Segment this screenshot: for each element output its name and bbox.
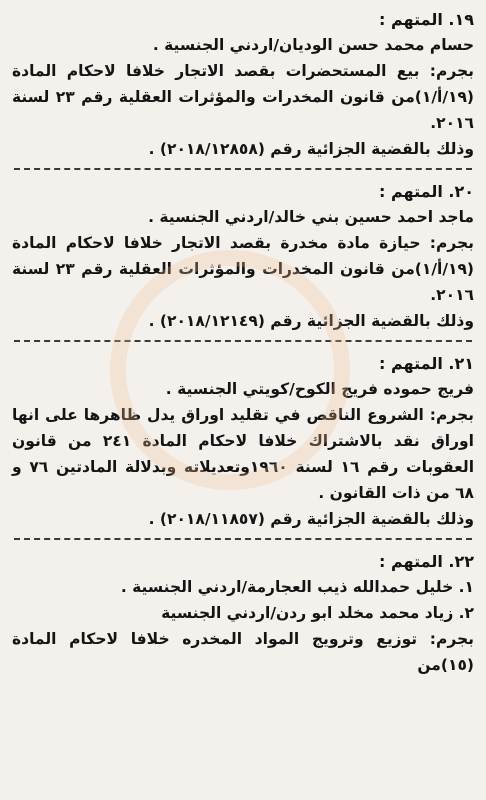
case-number: وذلك بالقضية الجزائية رقم (٢٠١٨/١٢٨٥٨) . bbox=[148, 140, 474, 158]
charge-text: بجرم: بيع المستحضرات بقصد الاتجار خلافا لاحكام المادة (١٩/أ/١)من قانون المخدرات والمؤثرات العقلية رقم ٢٣ لسنة ٢٠١٦. bbox=[12, 62, 474, 132]
defendant-entry-19 bbox=[12, 8, 474, 162]
entry-header: ١٩. المتهم : bbox=[378, 10, 474, 29]
defendant-entry-21 bbox=[12, 352, 474, 532]
case-number: وذلك بالقضية الجزائية رقم (٢٠١٨/١٢١٤٩) . bbox=[148, 312, 474, 330]
defendant-name: فريج حموده فريج الكوح/كويتي الجنسية . bbox=[165, 380, 474, 398]
defendant-name-1: ١. خليل حمدالله ذيب العجارمة/اردني الجنسية . bbox=[120, 578, 474, 596]
dashed-divider bbox=[14, 538, 472, 540]
charge-text: بجرم: الشروع الناقص في تقليد اوراق يدل ظاهرها على انها اوراق نقد بالاشتراك خلافا لاحكام المادة ٢٤١ من قانون العقوبات رقم ١٦ لسنة ١٩٦٠وتعديلاته وبدلالة المادتين ٧٦ و ٦٨ من ذات القانون . bbox=[12, 406, 475, 502]
defendant-name: حسام محمد حسن الوديان/اردني الجنسية . bbox=[152, 36, 474, 54]
entry-header: ٢٢. المتهم : bbox=[378, 552, 474, 571]
defendant-name: ماجد احمد حسين بني خالد/اردني الجنسية . bbox=[148, 208, 474, 226]
charge-text: بجرم: حيازة مادة مخدرة بقصد الاتجار خلافا لاحكام المادة (١٩/أ/١)من قانون المخدرات والمؤثرات العقلية رقم ٢٣ لسنة ٢٠١٦. bbox=[12, 234, 474, 304]
defendant-entry-22 bbox=[12, 550, 474, 678]
charge-text: بجرم: توزيع وترويج المواد المخدره خلافا لاحكام المادة (١٥)من bbox=[12, 630, 474, 674]
defendant-name-2: ٢. زياد محمد مخلد ابو ردن/اردني الجنسية bbox=[161, 604, 474, 622]
dashed-divider bbox=[14, 168, 472, 170]
case-number: وذلك بالقضية الجزائية رقم (٢٠١٨/١١٨٥٧) . bbox=[148, 510, 474, 528]
entry-header: ٢٠. المتهم : bbox=[378, 182, 474, 201]
dashed-divider bbox=[14, 340, 472, 342]
entry-header: ٢١. المتهم : bbox=[378, 354, 474, 373]
defendant-entry-20 bbox=[12, 180, 474, 334]
